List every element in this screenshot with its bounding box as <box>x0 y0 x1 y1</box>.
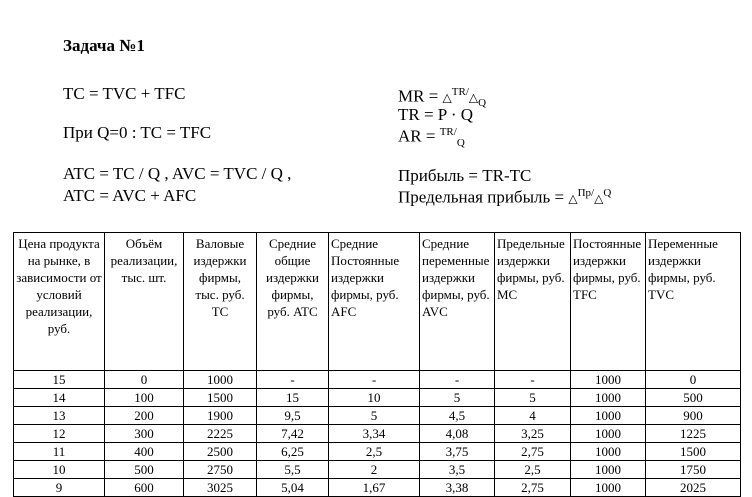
header-avc: Средние переменные издержки фирмы, руб. AVC <box>420 233 495 371</box>
cell-afc: 10 <box>329 389 420 407</box>
cell-atc: 15 <box>257 389 329 407</box>
mr-prefix: MR = <box>398 86 443 106</box>
cell-price: 11 <box>14 443 105 461</box>
header-tvc: Переменные издержки фирмы, руб. TVC <box>646 233 741 371</box>
cell-mc: 5 <box>495 389 571 407</box>
delta-icon: △ <box>468 90 479 105</box>
delta-icon: △ <box>594 191 604 206</box>
cell-tc: 1000 <box>184 371 257 389</box>
formula-marginal-profit: Предельная прибыль = △$^{Пр/}$△$^Q$ <box>398 187 612 207</box>
cell-mc: 2,75 <box>495 479 571 497</box>
cell-price: 13 <box>14 407 105 425</box>
cell-avc: 4,5 <box>420 407 495 425</box>
cell-tvc: 1750 <box>646 461 741 479</box>
cell-volume: 500 <box>105 461 184 479</box>
table-row <box>14 407 741 425</box>
cell-price: 15 <box>14 371 105 389</box>
cell-volume: 600 <box>105 479 184 497</box>
ar-prefix: AR = <box>398 126 440 146</box>
cell-volume: 400 <box>105 443 184 461</box>
cell-avc: 3,5 <box>420 461 495 479</box>
cell-tc: 1500 <box>184 389 257 407</box>
table-header-row <box>14 233 741 371</box>
cell-tfc: 1000 <box>571 407 646 425</box>
cell-tfc: 1000 <box>571 389 646 407</box>
header-afc: Средние Постоянные издержки фирмы, руб. AFC <box>329 233 420 371</box>
formula-ar: AR = $^{TR/}_Q$ <box>398 126 465 150</box>
cell-afc: 5 <box>329 407 420 425</box>
cell-price: 10 <box>14 461 105 479</box>
cell-tc: 2225 <box>184 425 257 443</box>
table-row <box>14 461 741 479</box>
cell-tvc: 1500 <box>646 443 741 461</box>
cell-mc: 3,25 <box>495 425 571 443</box>
ar-denominator: Q <box>456 137 465 150</box>
cell-tfc: 1000 <box>571 479 646 497</box>
cell-avc: 4,08 <box>420 425 495 443</box>
cell-price: 12 <box>14 425 105 443</box>
cell-tvc: 500 <box>646 389 741 407</box>
ar-numerator: TR <box>439 126 454 138</box>
header-price: Цена продукта на рынке, в зависимости от условий реализации, руб. <box>14 233 105 371</box>
formula-profit: Прибыль = TR-TC <box>398 166 532 185</box>
formula-tc: TC = TVC + TFC <box>63 84 186 103</box>
cell-atc: 5,04 <box>257 479 329 497</box>
cell-atc: 6,25 <box>257 443 329 461</box>
mp-numerator: Пр <box>577 187 592 199</box>
cell-atc: 5,5 <box>257 461 329 479</box>
cell-volume: 200 <box>105 407 184 425</box>
cell-afc: 1,67 <box>329 479 420 497</box>
cell-mc: 2,75 <box>495 443 571 461</box>
header-mc: Предельные издержки фирмы, руб. MC <box>495 233 571 371</box>
cost-table <box>13 232 741 497</box>
formula-atc-sum: ATC = AVC + AFC <box>63 186 197 205</box>
formula-tr: TR = P · Q <box>398 105 474 124</box>
cell-tvc: 0 <box>646 371 741 389</box>
header-tc: Валовые издержки фирмы, тыс. руб. TC <box>184 233 257 371</box>
cell-tfc: 1000 <box>571 461 646 479</box>
cell-tvc: 1225 <box>646 425 741 443</box>
cell-volume: 0 <box>105 371 184 389</box>
cell-avc: 5 <box>420 389 495 407</box>
table-row <box>14 389 741 407</box>
cell-atc: 9,5 <box>257 407 329 425</box>
cell-tfc: 1000 <box>571 425 646 443</box>
cell-mc: 2,5 <box>495 461 571 479</box>
table-row <box>14 443 741 461</box>
cell-price: 14 <box>14 389 105 407</box>
mr-numerator: TR <box>451 86 466 98</box>
cell-tfc: 1000 <box>571 443 646 461</box>
cell-atc: 7,42 <box>257 425 329 443</box>
header-tfc: Постоянные издержки фирмы, руб. TFC <box>571 233 646 371</box>
cell-afc: 3,34 <box>329 425 420 443</box>
task-title: Задача №1 <box>63 36 145 55</box>
cell-tvc: 2025 <box>646 479 741 497</box>
formula-tc-zero: При Q=0 : TC = TFC <box>63 123 212 142</box>
cell-tc: 2500 <box>184 443 257 461</box>
marginal-profit-prefix: Предельная прибыль = <box>398 187 569 207</box>
header-atc: Средние общие издержки фирмы, руб. ATC <box>257 233 329 371</box>
cell-volume: 100 <box>105 389 184 407</box>
cell-avc: 3,38 <box>420 479 495 497</box>
cell-price: 9 <box>14 479 105 497</box>
header-volume: Объём реализации, тыс. шт. <box>105 233 184 371</box>
cell-tvc: 900 <box>646 407 741 425</box>
mr-denominator: Q <box>478 97 487 110</box>
formula-mr: MR = $\triangle^{TR/}\triangle_Q$ <box>398 86 487 110</box>
cell-volume: 300 <box>105 425 184 443</box>
cell-tfc: 1000 <box>571 371 646 389</box>
cell-tc: 3025 <box>184 479 257 497</box>
cell-mc: 4 <box>495 407 571 425</box>
cell-afc: - <box>329 371 420 389</box>
cell-avc: 3,75 <box>420 443 495 461</box>
mp-denominator: Q <box>603 187 612 199</box>
cell-afc: 2 <box>329 461 420 479</box>
cell-afc: 2,5 <box>329 443 420 461</box>
table-row <box>14 425 741 443</box>
delta-icon: △ <box>568 191 578 206</box>
table-row <box>14 479 741 497</box>
cell-tc: 1900 <box>184 407 257 425</box>
delta-icon: △ <box>442 90 452 105</box>
cell-avc: - <box>420 371 495 389</box>
cell-atc: - <box>257 371 329 389</box>
table-row <box>14 371 741 389</box>
cell-tc: 2750 <box>184 461 257 479</box>
cell-mc: - <box>495 371 571 389</box>
formula-atc-avc: ATC = TC / Q , AVC = TVC / Q , <box>63 164 292 183</box>
